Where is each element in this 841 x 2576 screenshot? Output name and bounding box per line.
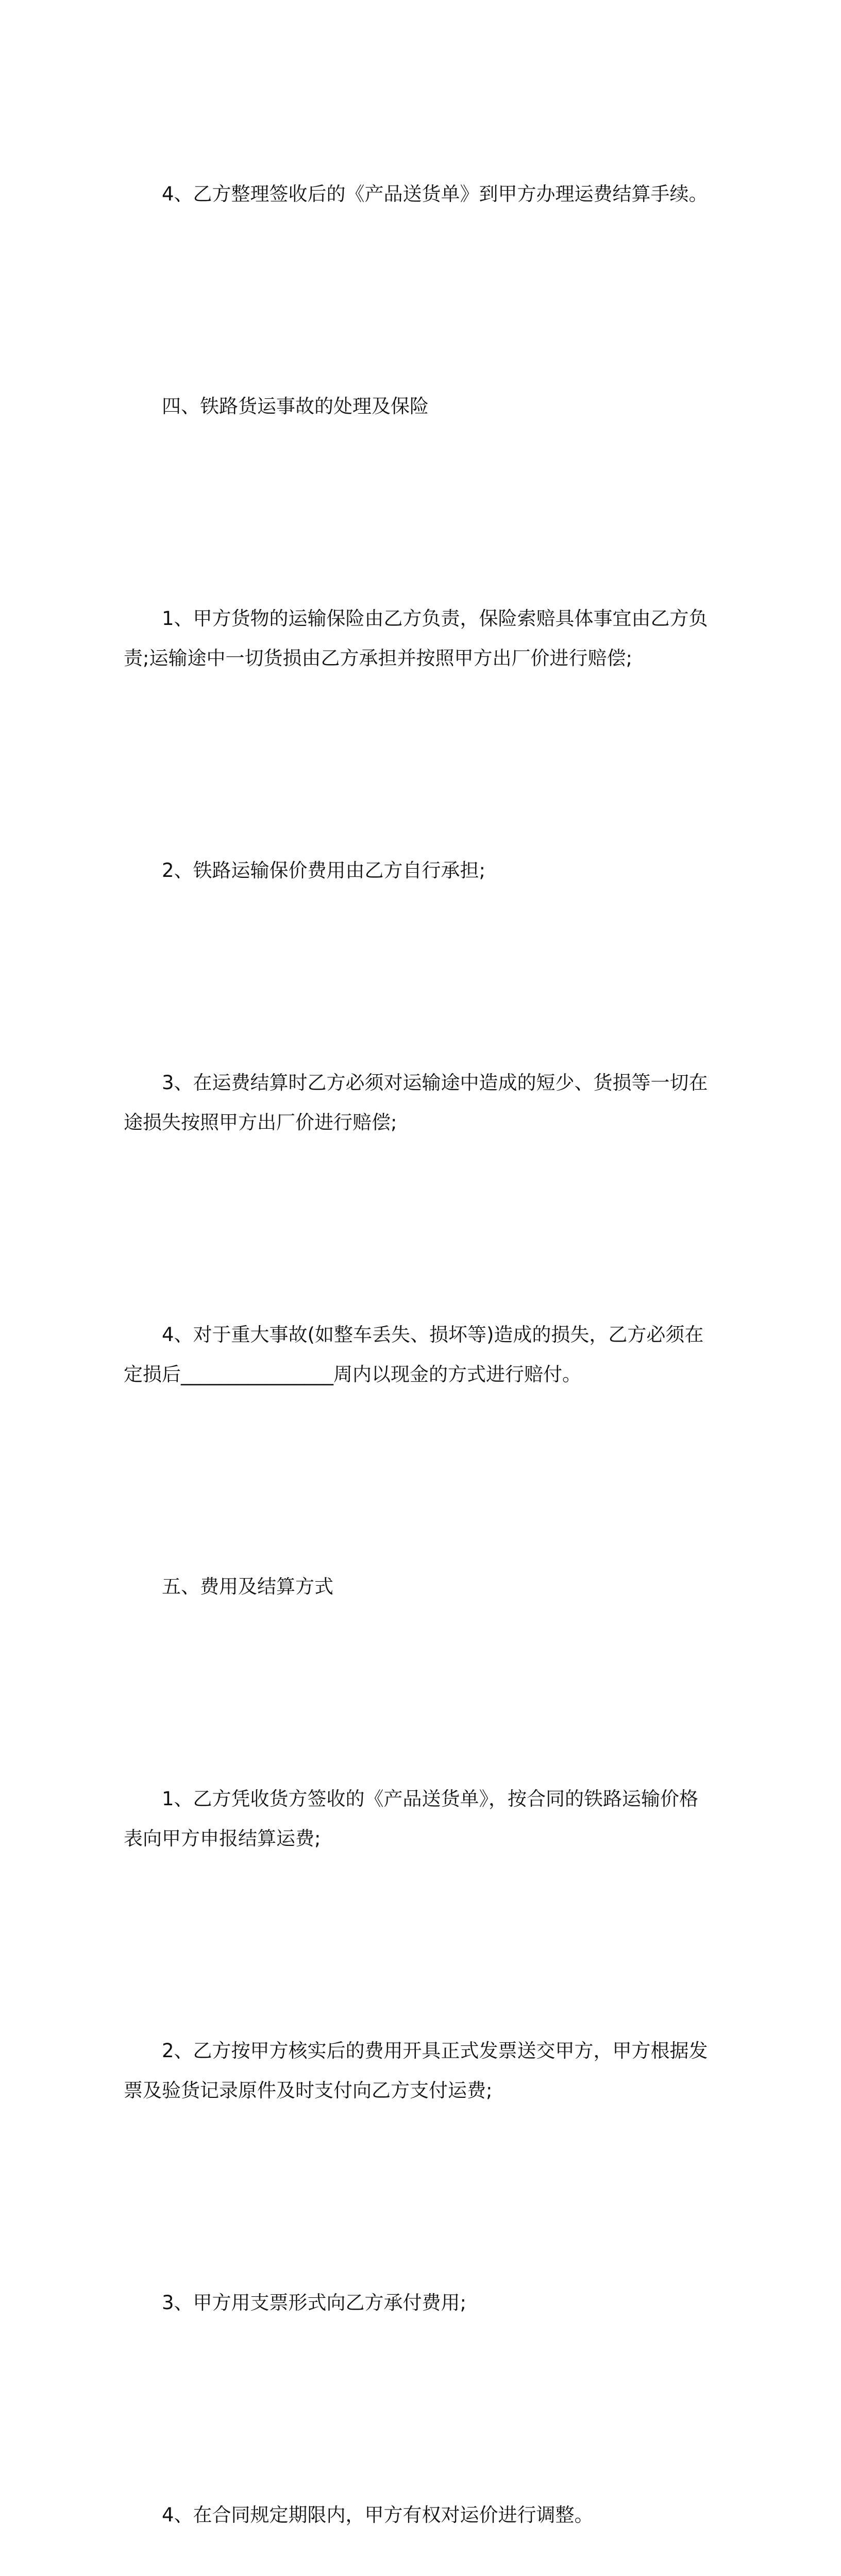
- text-line: 表向甲方申报结算运费;: [124, 1827, 321, 1850]
- paragraph: [124, 771, 711, 970]
- paragraph: [124, 2416, 711, 2576]
- text-line: 2、乙方按甲方核实后的费用开具正式发票送交甲方，甲方根据发: [162, 2040, 708, 2062]
- text-line: 4、在合同规定期限内，甲方有权对运价进行调整。: [162, 2504, 594, 2526]
- paragraph: [124, 1952, 711, 2190]
- text-line: 1、甲方货物的运输保险由乙方负责，保险索赔具体事宜由乙方负: [162, 607, 708, 630]
- section-heading: [124, 1487, 711, 1686]
- paragraph: [124, 519, 711, 757]
- paragraph: [124, 984, 711, 1222]
- paragraph: [124, 1700, 711, 1938]
- text-line: 五、费用及结算方式: [162, 1575, 333, 1598]
- paragraph: [124, 1235, 711, 1473]
- text-line: 3、甲方用支票形式向乙方承付费用;: [162, 2292, 467, 2314]
- section-heading: [124, 307, 711, 505]
- text-line: 3、在运费结算时乙方必须对运输途中造成的短少、货损等一切在: [162, 1072, 708, 1094]
- document-body: [124, 95, 711, 2576]
- text-line: 责;运输途中一切货损由乙方承担并按照甲方出厂价进行赔偿;: [124, 647, 632, 669]
- paragraph: [124, 2204, 711, 2402]
- text-line: 1、乙方凭收货方签收的《产品送货单》，按合同的铁路运输价格: [162, 1788, 699, 1810]
- text-line: 途损失按照甲方出厂价进行赔偿;: [124, 1111, 397, 1133]
- text-line: 4、乙方整理签收后的《产品送货单》到甲方办理运费结算手续。: [162, 183, 708, 205]
- text-line: 定损后________________周内以现金的方式进行赔付。: [124, 1363, 581, 1385]
- text-line: 四、铁路货运事故的处理及保险: [162, 395, 429, 417]
- text-line: 4、对于重大事故(如整车丢失、损坏等)造成的损失，乙方必须在: [162, 1324, 704, 1346]
- text-line: 票及验货记录原件及时支付向乙方支付运费;: [124, 2079, 493, 2102]
- text-line: 2、铁路运输保价费用由乙方自行承担;: [162, 859, 486, 882]
- paragraph: [124, 95, 711, 293]
